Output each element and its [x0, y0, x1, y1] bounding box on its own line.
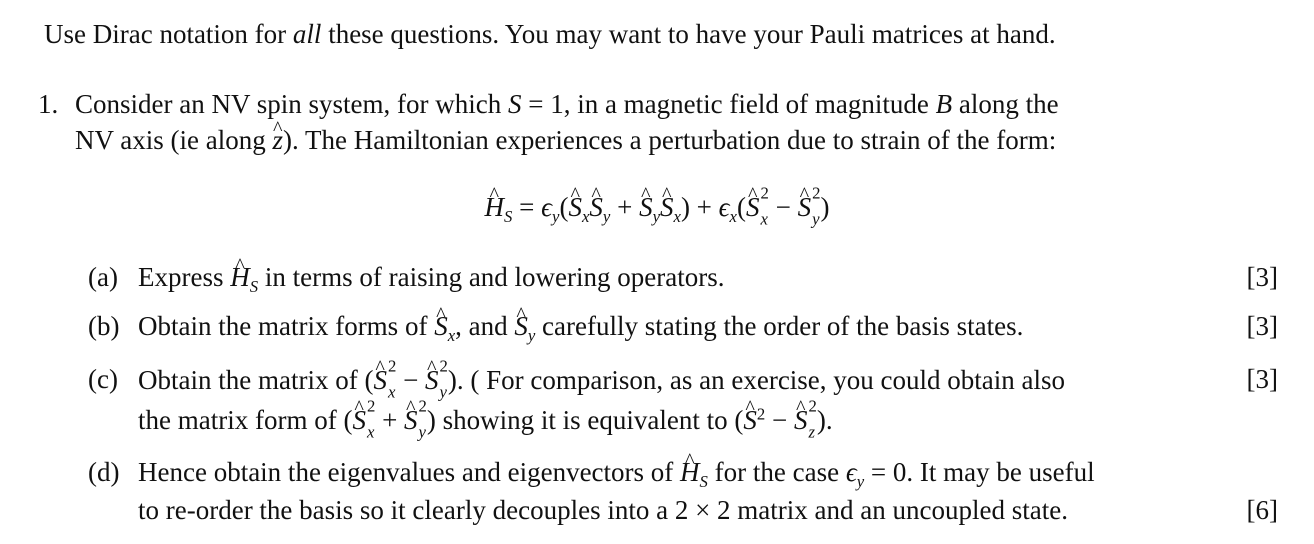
hamiltonian-equation: ^ $H_S$ = $\epsilon_y(\^{}$ $S_x\^{}$ $S_y$ + ^ $S_y\^{}$ $S_x$) + $\epsilon_x(\^{}$ S 2 x − ^ S 2 y )	[0, 192, 1314, 227]
part-a-label: (a)	[88, 262, 118, 292]
part-c-marks: [3]	[1246, 364, 1278, 394]
part-a-marks: [3]	[1246, 262, 1278, 292]
part-a-text: Express ^ $H_S$ in terms of raising and lowering operators.	[138, 264, 725, 291]
question-text-line1: Consider an NV spin system, for which S = 1, in a magnetic field of magnitude B along the	[75, 89, 1059, 119]
part-b-marks: [3]	[1246, 311, 1278, 341]
part-d-text-line2: to re-order the basis so it clearly decouples into a 2 × 2 matrix and an uncoupled state.	[138, 495, 1068, 525]
part-d-marks: [6]	[1246, 495, 1278, 525]
part-d-label: (d)	[88, 457, 120, 487]
part-b-text: Obtain the matrix forms of ^ $S_x$, and ^ $S_y$ carefully stating the order of the basis states.	[138, 313, 1023, 340]
part-c-text-line1: Obtain the matrix of (^ S 2 x − ^ S 2 y ). ( For comparison, as an exercise, you could obtain also	[138, 366, 1065, 399]
part-c-label: (c)	[88, 364, 118, 394]
instructions: Use Dirac notation for all these questions. You may want to have your Pauli matrices at hand.	[44, 19, 1056, 49]
question-text-line2: NV axis (ie along ^ z). The Hamiltonian experiences a perturbation due to strain of the form:	[75, 127, 1056, 154]
part-c-text-line2: the matrix form of (^ S 2 x + ^ S 2 y ) showing it is equivalent to (^ $S^2$ − ^ S 2 z ).	[138, 406, 833, 439]
part-b-label: (b)	[88, 311, 120, 341]
part-d-text-line1: Hence obtain the eigenvalues and eigenvectors of ^ $H_S$ for the case $\epsilon_y = 0$. It may be useful	[138, 459, 1095, 486]
question-number: 1.	[38, 89, 59, 119]
